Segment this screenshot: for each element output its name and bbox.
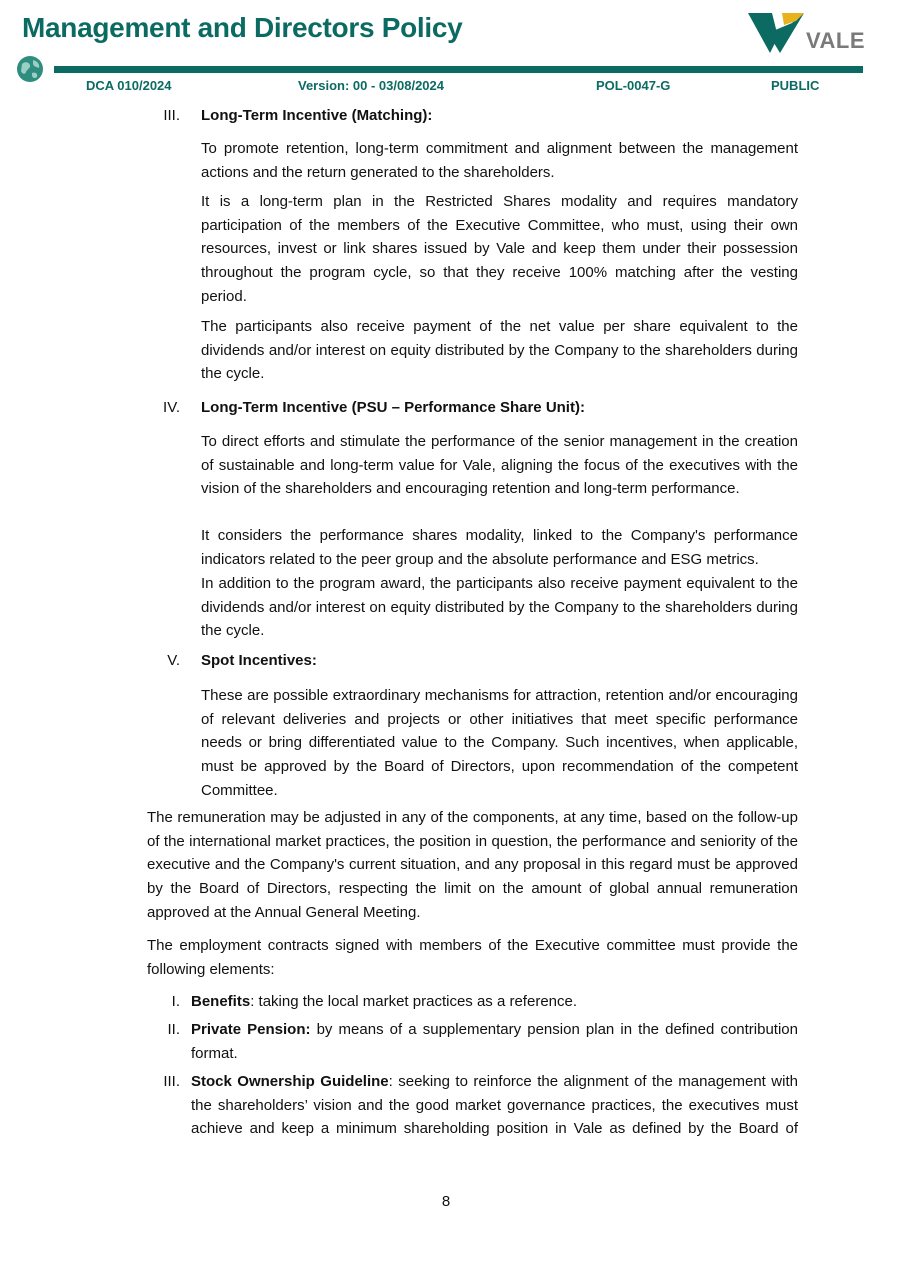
list-item-text: : seeking to reinforce the alignment of the management with the shareholders’ vision and the good market governance practices, the executives must achieve and keep a minimum shareholding position in Vale as defined by the Board of: [191, 1073, 798, 1138]
section-heading: Spot Incentives:: [201, 652, 317, 669]
paragraph: To direct efforts and stimulate the performance of the senior management in the creation of sustainable and long-term value for Vale, aligning the focus of the executives with the vision of the shareholders and encouraging retention and long-term performance.: [201, 433, 798, 498]
section-numeral: IV.: [163, 399, 180, 416]
list-item: [191, 1018, 798, 1065]
list-item-text: : taking the local market practices as a reference.: [250, 993, 578, 1010]
list-numeral: I.: [171, 993, 180, 1010]
doc-code: DCA 010/2024: [86, 78, 172, 93]
list-item-text: by means of a supplementary pension plan in the defined contribution format.: [191, 1021, 798, 1062]
policy-id: POL-0047-G: [596, 78, 671, 93]
paragraph: In addition to the program award, the participants also receive payment equivalent to the dividends and/or interest on equity distributed by the Company to the shareholders during the cycle.: [201, 575, 798, 640]
document-title: Management and Directors Policy: [22, 12, 463, 43]
section-heading: Long-Term Incentive (PSU – Performance Share Unit):: [201, 399, 585, 416]
paragraph: It considers the performance shares modality, linked to the Company's performance indicators related to the peer group and the absolute performance and ESG metrics.: [201, 527, 798, 568]
section-numeral: V.: [167, 652, 180, 669]
vale-logo-text: VALE: [806, 28, 866, 53]
list-item-term: Private Pension:: [191, 1021, 311, 1038]
list-item-term: Stock Ownership Guideline: [191, 1073, 389, 1090]
paragraph: It is a long-term plan in the Restricted Shares modality and requires mandatory participation of the members of the Executive Committee, who must, using their own resources, invest or link shares issued by Vale and keep them under their possession throughout the program cycle, so that they receive 100% matching after the vesting period.: [201, 193, 798, 305]
page-number: 8: [441, 1193, 451, 1210]
list-numeral: II.: [167, 1021, 180, 1038]
paragraph: The employment contracts signed with members of the Executive committee must provide the following elements:: [147, 937, 798, 978]
globe-icon: [16, 55, 44, 83]
paragraph: The participants also receive payment of the net value per share equivalent to the dividends and/or interest on equity distributed by the Company to the shareholders during the cycle.: [201, 318, 798, 383]
list-item: [191, 990, 798, 1014]
classification-label: PUBLIC: [771, 78, 820, 93]
list-item-term: Benefits: [191, 993, 251, 1010]
version-info: Version: 00 - 03/08/2024: [298, 78, 444, 93]
list-item: [191, 1070, 798, 1141]
section-numeral: III.: [163, 107, 180, 124]
header-rule: [54, 66, 863, 73]
paragraph: These are possible extraordinary mechanisms for attraction, retention and/or encouraging of relevant deliveries and projects or other initiatives that meet specific performance needs or bring differentiated value to the Company. Such incentives, when applicable, must be approved by the Board of Directors, upon recommendation of the competent Committee.: [201, 687, 798, 799]
paragraph: The remuneration may be adjusted in any of the components, at any time, based on the follow-up of the international market practices, the position in question, the performance and seniority of the executive and the Company's current situation, and any proposal in this regard must be approved by the Board of Directors, respecting the limit on the amount of global annual remuneration approved at the Annual General Meeting.: [147, 809, 798, 921]
paragraph: To promote retention, long-term commitment and alignment between the management actions and the return generated to the shareholders.: [201, 140, 798, 181]
section-heading: Long-Term Incentive (Matching):: [201, 107, 433, 124]
list-numeral: III.: [163, 1073, 180, 1090]
